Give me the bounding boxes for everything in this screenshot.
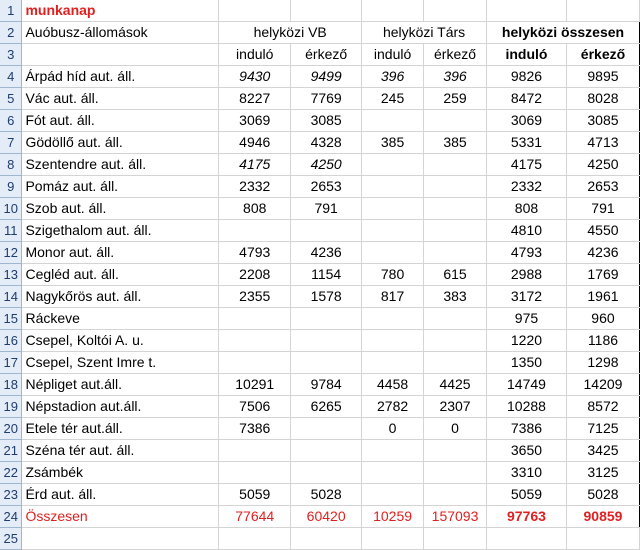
row-header[interactable]: 4	[0, 66, 22, 88]
value-cell[interactable]: 1769	[566, 264, 639, 286]
value-cell[interactable]: 4458	[362, 374, 424, 396]
value-cell[interactable]	[362, 176, 424, 198]
value-cell[interactable]	[362, 198, 424, 220]
value-cell[interactable]: 8227	[219, 88, 291, 110]
value-cell[interactable]: 975	[487, 308, 567, 330]
value-cell[interactable]: 9826	[487, 66, 567, 88]
totals-label[interactable]: Összesen	[22, 506, 219, 528]
value-cell[interactable]: 1220	[487, 330, 567, 352]
value-cell[interactable]: 4425	[424, 374, 487, 396]
row-header[interactable]: 1	[0, 0, 22, 22]
value-cell[interactable]: 791	[291, 198, 362, 220]
table-row	[0, 264, 640, 286]
row-header[interactable]: 21	[0, 440, 22, 462]
value-cell[interactable]: 2332	[487, 176, 567, 198]
table-row	[0, 418, 640, 440]
station-name-cell[interactable]: Árpád híd aut. áll.	[22, 66, 219, 88]
value-cell[interactable]	[424, 154, 487, 176]
value-cell[interactable]: 2988	[487, 264, 567, 286]
value-cell[interactable]	[362, 154, 424, 176]
value-cell[interactable]: 1186	[566, 330, 639, 352]
row-header[interactable]: 12	[0, 242, 22, 264]
row-header[interactable]: 20	[0, 418, 22, 440]
value-cell[interactable]: 245	[362, 88, 424, 110]
cell[interactable]	[424, 528, 487, 550]
table-row	[0, 110, 640, 132]
row-header[interactable]: 24	[0, 506, 22, 528]
value-cell[interactable]: 4236	[566, 242, 639, 264]
station-name-cell[interactable]: Népliget aut.áll.	[22, 374, 219, 396]
value-cell[interactable]: 791	[566, 198, 639, 220]
subheader-cell[interactable]: érkező	[291, 44, 362, 66]
value-cell[interactable]: 3069	[219, 110, 291, 132]
value-cell[interactable]: 10291	[219, 374, 291, 396]
value-cell[interactable]	[291, 308, 362, 330]
value-cell[interactable]: 385	[424, 132, 487, 154]
row-header[interactable]: 16	[0, 330, 22, 352]
value-cell[interactable]: 3085	[291, 110, 362, 132]
value-cell[interactable]	[291, 330, 362, 352]
row-header[interactable]: 13	[0, 264, 22, 286]
value-cell[interactable]: 7769	[291, 88, 362, 110]
row-header[interactable]: 5	[0, 88, 22, 110]
value-cell[interactable]	[424, 220, 487, 242]
value-cell[interactable]	[219, 308, 291, 330]
value-cell[interactable]: 7386	[219, 418, 291, 440]
value-cell[interactable]: 808	[487, 198, 567, 220]
value-cell[interactable]	[219, 462, 291, 484]
value-cell[interactable]	[362, 330, 424, 352]
value-cell[interactable]: 7506	[219, 396, 291, 418]
cell[interactable]	[291, 0, 362, 22]
value-cell[interactable]: 808	[219, 198, 291, 220]
table-row	[0, 462, 640, 484]
subheader-cell[interactable]: induló	[487, 44, 567, 66]
sheet-title[interactable]: munkanap	[22, 0, 219, 22]
value-cell[interactable]: 3310	[487, 462, 567, 484]
value-cell[interactable]: 2332	[219, 176, 291, 198]
station-name-cell[interactable]: Zsámbék	[22, 462, 219, 484]
table-row	[0, 220, 640, 242]
value-cell[interactable]: 3085	[566, 110, 639, 132]
value-cell[interactable]: 8572	[566, 396, 639, 418]
row-header[interactable]: 18	[0, 374, 22, 396]
value-cell[interactable]	[362, 462, 424, 484]
value-cell[interactable]: 5028	[291, 484, 362, 506]
row-header[interactable]: 6	[0, 110, 22, 132]
value-cell[interactable]: 1350	[487, 352, 567, 374]
value-cell[interactable]	[219, 330, 291, 352]
value-cell[interactable]: 4946	[219, 132, 291, 154]
value-cell[interactable]	[291, 352, 362, 374]
total-cell[interactable]: 97763	[487, 506, 567, 528]
row-header[interactable]: 14	[0, 286, 22, 308]
table-row	[0, 352, 640, 374]
station-name-cell[interactable]: Fót aut. áll.	[22, 110, 219, 132]
value-cell[interactable]	[424, 330, 487, 352]
table-row	[0, 198, 640, 220]
group-header-total[interactable]: helyközi összesen	[487, 22, 640, 44]
cell[interactable]	[362, 528, 424, 550]
subheader-cell[interactable]: érkező	[566, 44, 639, 66]
table-row	[0, 308, 640, 330]
group-header-tars[interactable]: helyközi Társ	[362, 22, 487, 44]
value-cell[interactable]: 4250	[566, 154, 639, 176]
row-header[interactable]: 19	[0, 396, 22, 418]
value-cell[interactable]	[362, 220, 424, 242]
value-cell[interactable]: 3425	[566, 440, 639, 462]
value-cell[interactable]: 1298	[566, 352, 639, 374]
station-name-cell[interactable]: Szigethalom aut. áll.	[22, 220, 219, 242]
total-cell[interactable]: 77644	[219, 506, 291, 528]
cell[interactable]	[566, 528, 639, 550]
subheader-cell[interactable]: induló	[219, 44, 291, 66]
row-header[interactable]: 25	[0, 528, 22, 550]
value-cell[interactable]: 396	[362, 66, 424, 88]
value-cell[interactable]	[424, 308, 487, 330]
cell[interactable]	[424, 0, 487, 22]
value-cell[interactable]: 7386	[487, 418, 567, 440]
value-cell[interactable]: 6265	[291, 396, 362, 418]
station-name-cell[interactable]: Csepel, Koltói A. u.	[22, 330, 219, 352]
row-header[interactable]: 3	[0, 44, 22, 66]
value-cell[interactable]: 1578	[291, 286, 362, 308]
value-cell[interactable]: 3172	[487, 286, 567, 308]
value-cell[interactable]	[362, 308, 424, 330]
value-cell[interactable]	[362, 242, 424, 264]
value-cell[interactable]	[424, 110, 487, 132]
cell[interactable]	[362, 0, 424, 22]
table-row	[0, 154, 640, 176]
value-cell[interactable]: 960	[566, 308, 639, 330]
total-cell[interactable]: 60420	[291, 506, 362, 528]
value-cell[interactable]: 2208	[219, 264, 291, 286]
value-cell[interactable]: 10288	[487, 396, 567, 418]
table-row	[0, 440, 640, 462]
value-cell[interactable]: 14209	[566, 374, 639, 396]
value-cell[interactable]	[219, 352, 291, 374]
row-header[interactable]: 2	[0, 22, 22, 44]
value-cell[interactable]	[424, 176, 487, 198]
station-name-cell[interactable]: Szentendre aut. áll.	[22, 154, 219, 176]
value-cell[interactable]: 1961	[566, 286, 639, 308]
cell[interactable]	[291, 528, 362, 550]
value-cell[interactable]: 4713	[566, 132, 639, 154]
cell[interactable]	[22, 528, 219, 550]
table-row	[0, 286, 640, 308]
value-cell[interactable]	[362, 110, 424, 132]
value-cell[interactable]: 780	[362, 264, 424, 286]
table-row	[0, 132, 640, 154]
value-cell[interactable]: 385	[362, 132, 424, 154]
station-name-cell[interactable]: Csepel, Szent Imre t.	[22, 352, 219, 374]
row-header[interactable]: 15	[0, 308, 22, 330]
value-cell[interactable]: 14749	[487, 374, 567, 396]
total-cell[interactable]: 10259	[362, 506, 424, 528]
value-cell[interactable]: 9784	[291, 374, 362, 396]
value-cell[interactable]: 4250	[291, 154, 362, 176]
table-row	[0, 88, 640, 110]
value-cell[interactable]: 396	[424, 66, 487, 88]
table-row	[0, 484, 640, 506]
value-cell[interactable]: 8028	[566, 88, 639, 110]
row-header[interactable]: 22	[0, 462, 22, 484]
value-cell[interactable]	[362, 440, 424, 462]
value-cell[interactable]: 9430	[219, 66, 291, 88]
subheader-cell[interactable]: érkező	[424, 44, 487, 66]
value-cell[interactable]	[291, 462, 362, 484]
value-cell[interactable]: 5059	[487, 484, 567, 506]
value-cell[interactable]: 5028	[566, 484, 639, 506]
value-cell[interactable]	[291, 418, 362, 440]
value-cell[interactable]	[424, 352, 487, 374]
value-cell[interactable]	[291, 440, 362, 462]
table-row	[0, 176, 640, 198]
group-header-vb[interactable]: helyközi VB	[219, 22, 362, 44]
value-cell[interactable]	[424, 198, 487, 220]
table-row	[0, 374, 640, 396]
total-cell[interactable]: 157093	[424, 506, 487, 528]
value-cell[interactable]	[291, 220, 362, 242]
value-cell[interactable]: 3650	[487, 440, 567, 462]
value-cell[interactable]: 259	[424, 88, 487, 110]
table-row	[0, 242, 640, 264]
value-cell[interactable]: 8472	[487, 88, 567, 110]
station-column-header[interactable]: Auóbusz-állomások	[22, 22, 219, 44]
value-cell[interactable]: 4793	[487, 242, 567, 264]
row-header[interactable]: 17	[0, 352, 22, 374]
value-cell[interactable]: 3069	[487, 110, 567, 132]
value-cell[interactable]: 5059	[219, 484, 291, 506]
row-header[interactable]: 11	[0, 220, 22, 242]
value-cell[interactable]: 2782	[362, 396, 424, 418]
value-cell[interactable]	[362, 484, 424, 506]
value-cell[interactable]: 4175	[487, 154, 567, 176]
value-cell[interactable]: 4236	[291, 242, 362, 264]
row-header[interactable]: 9	[0, 176, 22, 198]
value-cell[interactable]: 1154	[291, 264, 362, 286]
subheader-cell[interactable]: induló	[362, 44, 424, 66]
table-row	[0, 66, 640, 88]
value-cell[interactable]	[424, 484, 487, 506]
value-cell[interactable]: 615	[424, 264, 487, 286]
value-cell[interactable]: 9895	[566, 66, 639, 88]
value-cell[interactable]	[219, 220, 291, 242]
station-name-cell[interactable]: Érd aut. áll.	[22, 484, 219, 506]
station-name-cell[interactable]: Cegléd aut. áll.	[22, 264, 219, 286]
value-cell[interactable]: 4793	[219, 242, 291, 264]
value-cell[interactable]: 383	[424, 286, 487, 308]
value-cell[interactable]: 817	[362, 286, 424, 308]
cell[interactable]	[22, 44, 219, 66]
station-name-cell[interactable]: Népstadion aut.áll.	[22, 396, 219, 418]
value-cell[interactable]: 4550	[566, 220, 639, 242]
value-cell[interactable]: 0	[424, 418, 487, 440]
value-cell[interactable]: 2307	[424, 396, 487, 418]
value-cell[interactable]: 4328	[291, 132, 362, 154]
value-cell[interactable]	[362, 352, 424, 374]
value-cell[interactable]: 5331	[487, 132, 567, 154]
station-name-cell[interactable]: Pomáz aut. áll.	[22, 176, 219, 198]
cell[interactable]	[566, 0, 639, 22]
table-row	[0, 396, 640, 418]
total-cell[interactable]: 90859	[566, 506, 639, 528]
value-cell[interactable]: 4175	[219, 154, 291, 176]
value-cell[interactable]: 2653	[566, 176, 639, 198]
row-header[interactable]: 7	[0, 132, 22, 154]
value-cell[interactable]: 0	[362, 418, 424, 440]
value-cell[interactable]: 9499	[291, 66, 362, 88]
row-header[interactable]: 23	[0, 484, 22, 506]
station-name-cell[interactable]: Gödöllő aut. áll.	[22, 132, 219, 154]
value-cell[interactable]	[424, 242, 487, 264]
station-name-cell[interactable]: Széna tér aut. áll.	[22, 440, 219, 462]
cell[interactable]	[487, 0, 567, 22]
station-name-cell[interactable]: Ráckeve	[22, 308, 219, 330]
cell[interactable]	[219, 528, 291, 550]
value-cell[interactable]: 2355	[219, 286, 291, 308]
station-name-cell[interactable]: Etele tér aut.áll.	[22, 418, 219, 440]
value-cell[interactable]	[219, 440, 291, 462]
cell[interactable]	[487, 528, 567, 550]
value-cell[interactable]	[424, 462, 487, 484]
row-header[interactable]: 10	[0, 198, 22, 220]
value-cell[interactable]: 3125	[566, 462, 639, 484]
cell[interactable]	[219, 0, 291, 22]
station-name-cell[interactable]: Nagykőrös aut. áll.	[22, 286, 219, 308]
value-cell[interactable]	[424, 440, 487, 462]
table-row	[0, 330, 640, 352]
station-name-cell[interactable]: Vác aut. áll.	[22, 88, 219, 110]
station-name-cell[interactable]: Monor aut. áll.	[22, 242, 219, 264]
station-name-cell[interactable]: Szob aut. áll.	[22, 198, 219, 220]
row-header[interactable]: 8	[0, 154, 22, 176]
value-cell[interactable]: 2653	[291, 176, 362, 198]
value-cell[interactable]: 4810	[487, 220, 567, 242]
value-cell[interactable]: 7125	[566, 418, 639, 440]
